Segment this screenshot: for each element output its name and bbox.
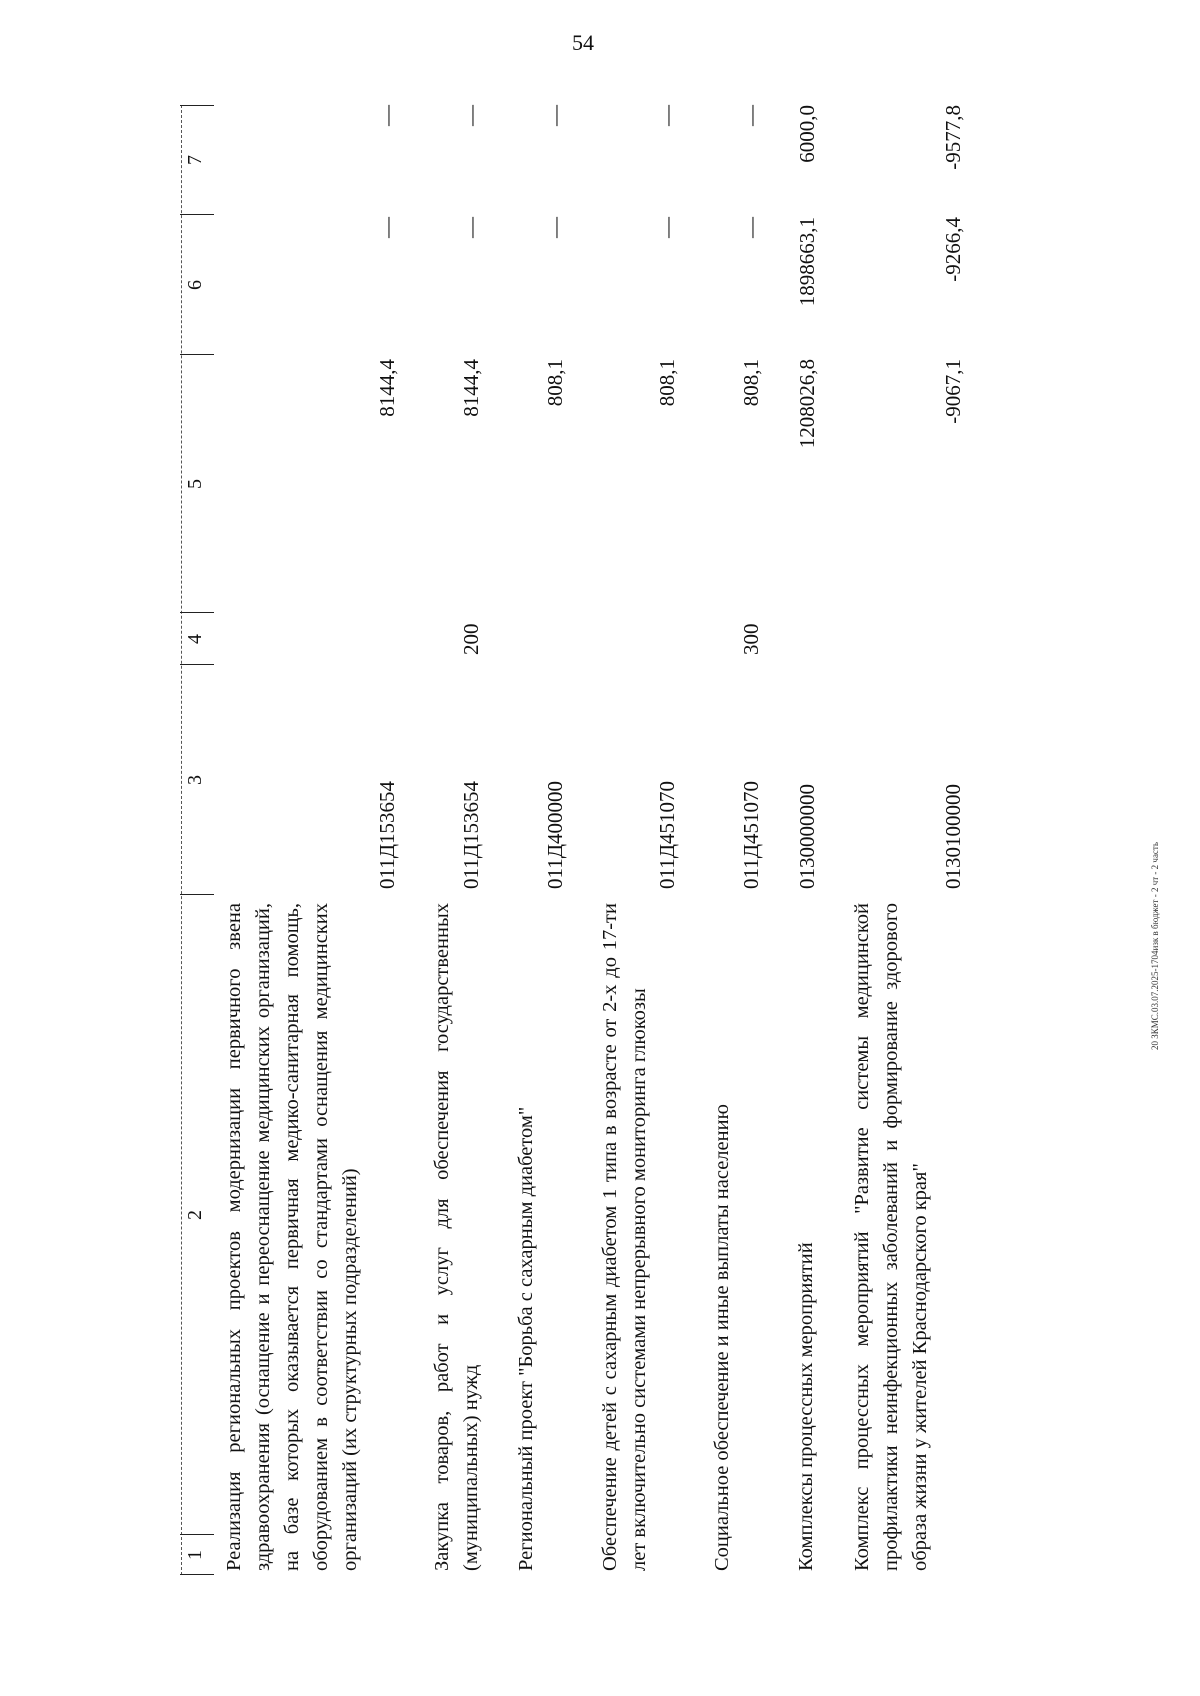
- footer-file-reference: 20 ЗКМС.03.07.2025-1704изк в бюджет - 2 чт - 2 часть: [1150, 842, 1160, 1050]
- column-header-row: [180, 105, 214, 1575]
- row-name: Обеспечение детей с сахарным диабетом 1 типа в возрасте от 2-х до 17-ти лет включительно системами непрерывного мониторинга глюкозы: [599, 903, 650, 1571]
- row-value-7: -9577,8: [941, 105, 965, 170]
- row-value-7: —: [459, 105, 483, 126]
- table-row: [682, 105, 766, 1575]
- row-kvr: 200: [459, 623, 483, 655]
- table-row: [822, 105, 968, 1575]
- row-name: Комплексы процессных мероприятий: [795, 1242, 817, 1571]
- table-row: [486, 105, 570, 1575]
- row-kvr: 300: [739, 623, 763, 655]
- row-code: 011Д400000: [543, 780, 567, 889]
- row-value-6: —: [655, 217, 679, 238]
- header-col-3: 3: [184, 775, 206, 785]
- row-value-5: 808,1: [655, 359, 679, 407]
- row-value-7: —: [375, 105, 399, 126]
- row-code: 0130100000: [941, 784, 965, 889]
- row-value-7: 6000,0: [795, 105, 819, 163]
- row-value-5: -9067,1: [941, 359, 965, 424]
- row-value-6: —: [459, 217, 483, 238]
- row-code: 011Д451070: [739, 780, 763, 889]
- row-name: Закупка товаров, работ и услуг для обеспечения государственных (муниципальных) нужд: [431, 903, 482, 1571]
- table-row: [766, 105, 822, 1575]
- row-value-6: —: [543, 217, 567, 238]
- table-row: [220, 105, 402, 1575]
- row-code: 0130000000: [795, 784, 819, 889]
- row-value-7: —: [739, 105, 763, 126]
- row-value-5: 808,1: [739, 359, 763, 407]
- header-col-1: 1: [184, 1550, 206, 1560]
- row-value-7: —: [543, 105, 567, 126]
- row-value-6: 1898663,1: [795, 217, 819, 307]
- budget-table: [180, 105, 1010, 1575]
- row-name: Реализация региональных проектов модернизации первичного звена здравоохранения (оснащение и переоснащение медицинских организаций, на базе которых оказывается первичная медико-санитарная помощь, оборудованием в соответствии со стандартами оснащения медицинских организаций (их структурных подразделений): [223, 903, 361, 1571]
- table-row: [570, 105, 682, 1575]
- header-col-5: 5: [184, 479, 206, 489]
- row-code: 011Д451070: [655, 780, 679, 889]
- row-value-5: 8144,4: [459, 359, 483, 417]
- row-name: Социальное обеспечение и иные выплаты населению: [711, 1104, 733, 1571]
- row-value-5: 808,1: [543, 359, 567, 407]
- header-col-6: 6: [184, 280, 206, 290]
- header-col-4: 4: [184, 634, 206, 644]
- row-value-6: —: [739, 217, 763, 238]
- page-number: 54: [572, 30, 594, 55]
- row-name: Комплекс процессных мероприятий "Развитие системы медицинской профилактики неинфекционных заболеваний и формирование здорового образа жизни у жителей Краснодарского края": [851, 903, 931, 1571]
- row-code: 011Д153654: [375, 780, 399, 889]
- row-value-6: -9266,4: [941, 217, 965, 282]
- row-value-6: —: [375, 217, 399, 238]
- header-col-7: 7: [184, 155, 206, 165]
- row-value-5: 8144,4: [375, 359, 399, 417]
- header-divider: [180, 105, 214, 106]
- row-value-5: 1208026,8: [795, 359, 819, 449]
- row-name: Региональный проект "Борьба с сахарным диабетом": [515, 1106, 537, 1571]
- table-row: [402, 105, 486, 1575]
- header-col-2: 2: [184, 1210, 206, 1220]
- row-code: 011Д153654: [459, 780, 483, 889]
- row-value-7: —: [655, 105, 679, 126]
